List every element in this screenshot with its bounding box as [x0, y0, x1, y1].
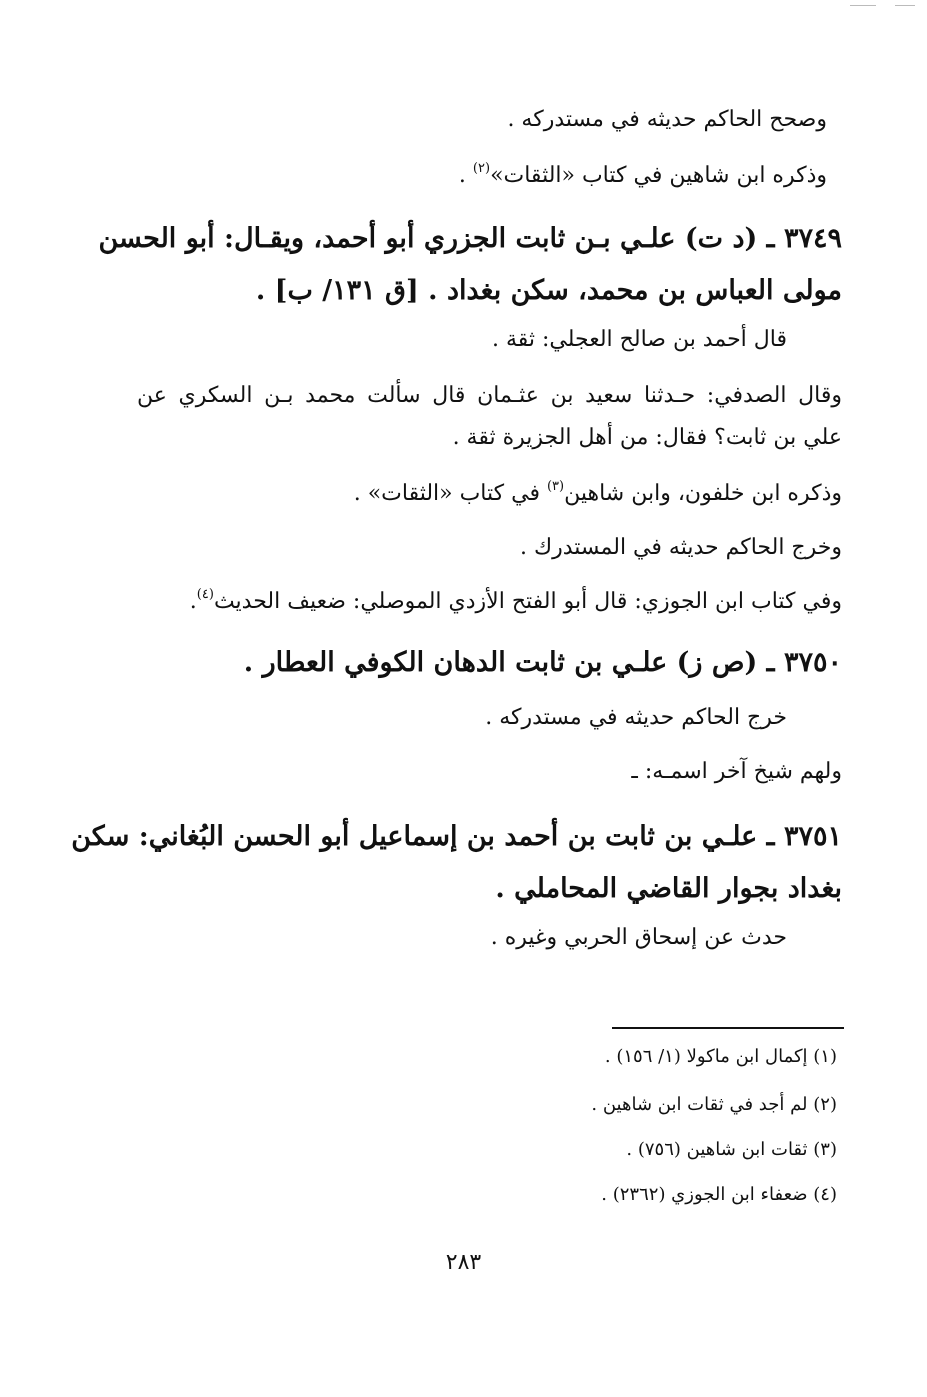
body-line: وقال الصدفي: حـدثنا سعيد بن عثـمان قال سألت محمد بـن السكري عن [137, 383, 842, 408]
footnote: (٤) ضعفاء ابن الجوزي (٢٣٦٢) . [601, 1184, 837, 1205]
body-line: وفي كتاب ابن الجوزي: قال أبو الفتح الأزدي الموصلي: ضعيف الحديث$^{(٤)}$. [189, 587, 842, 614]
page-number: ٢٨٣ [445, 1250, 482, 1275]
body-line: علي بن ثابت؟ فقال: من أهل الجزيرة ثقة . [452, 425, 842, 450]
body-line: وذكره ابن شاهين في كتاب «الثقات»$^{(٢)}$ . [458, 161, 827, 188]
footnote-ref: (٣) [546, 479, 565, 494]
footnote: (١) إكمال ابن ماكولا (١/ ١٥٦) . [604, 1046, 837, 1067]
footnote: (٢) لم أجد في ثقات ابن شاهين . [591, 1094, 837, 1115]
entry-heading: ٣٧٥١ ـ علـي بن ثابت بن أحمد بن إسماعيل أبو الحسن البُغاني: سكن [71, 821, 842, 852]
body-line: قال أحمد بن صالح العجلي: ثقة . [491, 327, 787, 352]
footnote-ref: (٢) [472, 161, 491, 176]
entry-heading: ٣٧٤٩ ـ (د ت) علـي بـن ثابت الجزري أبو أحمد، ويقـال: أبو الحسن [98, 223, 842, 254]
body-line: وذكره ابن خلفون، وابن شاهين$^{(٣)}$ في كتاب «الثقات» . [353, 479, 842, 506]
footnote-ref: (٤) [196, 587, 214, 602]
footnote: (٣) ثقات ابن شاهين (٧٥٦) . [626, 1139, 837, 1160]
entry-heading: ٣٧٥٠ ـ (ص ز) علـي بن ثابت الدهان الكوفي العطار . [243, 647, 842, 678]
body-line: خرج الحاكم حديثه في مستدركه . [485, 705, 787, 730]
entry-heading-cont: بغداد بجوار القاضي المحاملي . [495, 873, 842, 904]
body-line: وخرج الحاكم حديثه في المستدرك . [519, 535, 842, 560]
entry-heading-cont: مولى العباس بن محمد، سكن بغداد . [ق ١٣١/ ب] . [255, 275, 842, 306]
scan-corner-mark [850, 5, 876, 6]
body-line: ولهم شيخ آخر اسمـه: ـ [631, 759, 842, 784]
footnote-separator [612, 1027, 844, 1029]
body-line: وصحح الحاكم حديثه في مستدركه . [507, 107, 827, 132]
scan-corner-mark [895, 5, 915, 6]
body-line: حدث عن إسحاق الحربي وغيره . [490, 925, 787, 950]
